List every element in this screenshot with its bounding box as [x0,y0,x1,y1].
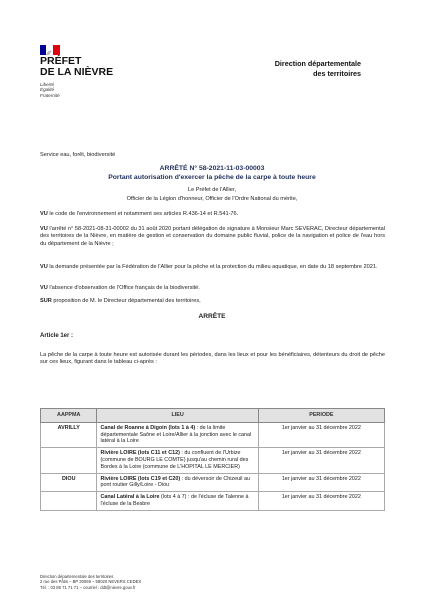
direction-line-1: Direction départementale [274,59,361,68]
cell-periode: 1er janvier au 31 décembre 2022 [258,492,384,511]
table-header-row [41,409,385,423]
sur-proposition [40,298,385,305]
cell-periode: 1er janvier au 31 décembre 2022 [258,473,384,492]
cell-lieu [97,448,258,473]
cell-aappma [41,448,97,473]
cell-aappma [41,492,97,511]
article-1-text: La pêche de la carpe à toute heure est autorisée durant les périodes, dans les lieux et pour les bénéficiaires, détenteurs du droit de pêche sur ces lieux, figurant dans le tableau ci-après : [40,352,385,366]
article-1-heading: Article 1er : [40,333,74,339]
motto-egalite: Égalité [40,87,55,93]
table-row [41,492,385,511]
cell-periode: 1er janvier au 31 décembre 2022 [258,448,384,473]
visa-code-environnement [40,211,385,218]
visa-lead: SUR [40,298,52,304]
header-aappma: AAPPMA [41,409,97,423]
visa-text: le code de l'environnement et notamment ses articles R.436-14 et R.541-76. [47,211,239,217]
cell-aappma: DIOU [41,473,97,492]
footer-line-3: Tél. : 03 86 71 71 71 – courriel : ddt@nievre.gouv.fr [40,584,136,590]
visa-text: l'arrêté n° 58-2021-08-31-00002 du 31 août 2020 portant délégation de signature à Monsieur Marc SEVERAC, Directeur départemental des territoires de la Nièvre, en matière de gestion et conservation du domaine public fluvial, police de la navigation et police de l'eau hors du département de la Nièvre ; [40,226,385,247]
republic-motto [40,82,60,98]
table-row [41,448,385,473]
visa-lead: VU [40,226,48,232]
arrete-subject: Portant autorisation d'exercer la pêche de la carpe à toute heure [108,174,316,181]
visa-text: la demande présentée par la Fédération de l'Allier pour la pêche et la protection du milieu aquatique, en date du 18 septembre 2021. [47,264,378,270]
visa-delegation [40,226,385,248]
header-periode: PERIODE [258,409,384,423]
cell-aappma: AVRILLY [41,422,97,447]
prefet-logo-text [40,56,113,78]
lieu-name: Rivière LOIRE (lots C11 et C12) [100,450,180,457]
footer-line-1: Direction départementale des territoires [40,574,114,579]
fishing-zones-table [40,408,385,511]
lieu-detail: : du déversoir de Chizeuil au pont routier Gilly/Loire - Diou [100,475,250,489]
header-lieu: LIEU [97,409,258,423]
visa-lead: VU [40,285,48,291]
service-name: Service eau, forêt, biodiversité [40,152,116,158]
prefet-line-2: DE LA NIÈVRE [40,66,114,78]
visa-text: proposition de M. le Directeur départemental des territoires, [51,298,201,304]
arrete-heading: ARRÊTE [198,313,226,320]
direction-line-2: des territoires [313,68,361,78]
issuing-direction [275,59,361,78]
lieu-detail: : de la limite départementale Saône et Loire/Allier à la jonction avec le canal latéral à la Loire [100,424,252,445]
footer-line-2: 2 rue des Pâtis – BP 30069 – 58020 NEVERS CEDEX [40,579,142,585]
prefet-name: Le Préfet de l'Allier, [187,187,237,193]
table-row [41,422,385,447]
cell-lieu [97,492,258,511]
visa-ofb [40,285,385,292]
lieu-detail: : du confluent de l'Urbize (commune de BOURG LE COMTE) jusqu'au chemin rural des Bordes à la Loire (commune de L'HOPITAL LE MERCIER) [100,450,249,470]
cell-periode: 1er janvier au 31 décembre 2022 [258,422,384,447]
table-row [41,473,385,492]
lieu-name: Rivière LOIRE (lots C19 et C20) [100,475,181,482]
lieu-name: Canal de Roanne à Digoin (lots 1 à 4) [100,424,196,431]
cell-lieu [97,473,258,492]
prefet-titles: Officier de la Légion d'honneur, Officier de l'Ordre National du mérite, [126,196,298,202]
prefet-line-1: PRÉFET [40,55,82,67]
arrete-number: ARRÊTÉ N° 58-2021-11-03-00003 [159,165,265,172]
motto-liberte: Liberté [40,82,55,87]
visa-lead: VU [40,264,48,270]
footer-address [40,574,141,590]
cell-lieu [97,422,258,447]
visa-lead: VU [40,211,48,217]
visa-demande [40,264,385,271]
motto-fraternite: Fraternité [40,92,60,98]
lieu-detail: (lots 4 à 7) : de l'écluse de Talenne à l'écluse de la Besbre [100,494,249,507]
marianne-logo-icon [40,45,60,55]
lieu-name: Canal Latéral à la Loire [100,494,160,501]
visa-text: l'absence d'observation de l'Office français de la biodiversité. [47,285,200,291]
